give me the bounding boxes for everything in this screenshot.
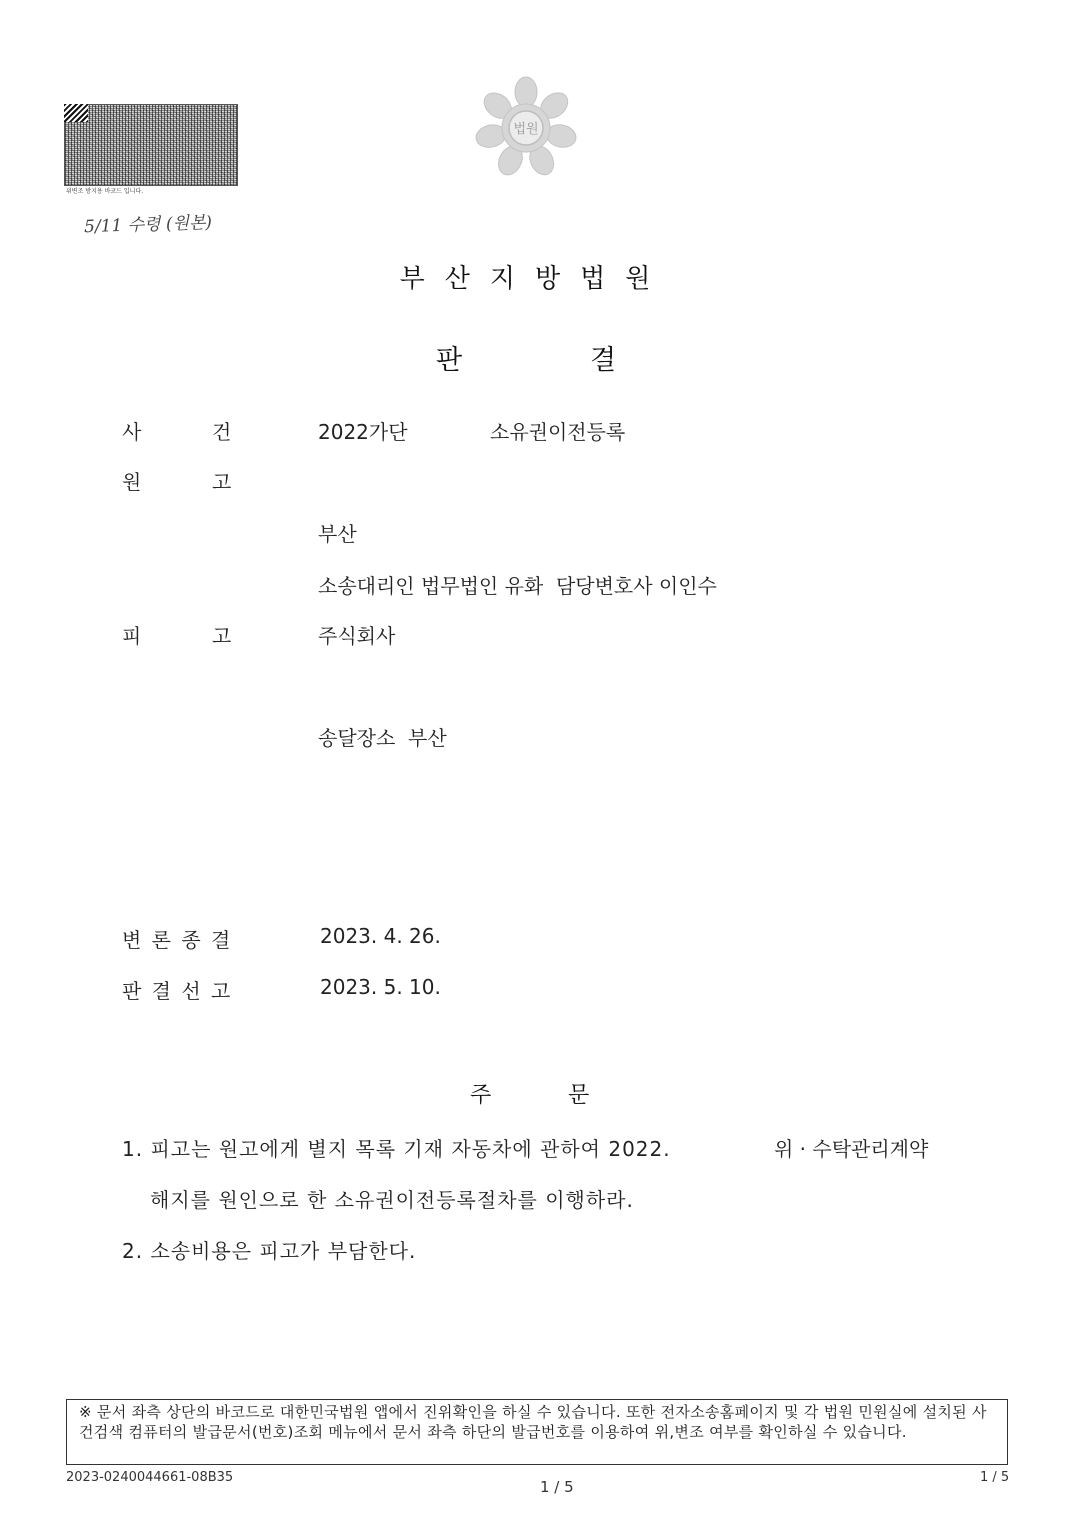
plaintiff-label-char-1: 원 (122, 470, 142, 494)
order-item-1-line-1-end: 위 · 수탁관리계약 (774, 1137, 929, 1161)
case-label-char-1: 사 (122, 420, 142, 444)
court-name: 부산지방법원 (399, 264, 671, 294)
handwritten-receipt-note: 5/11 수령 (원본) (83, 212, 213, 238)
order-heading-char-1: 주 (470, 1083, 492, 1108)
document-title-char-2: 결 (590, 345, 617, 376)
closing-label: 변 론 종 결 (122, 928, 233, 952)
closing-date: 2023. 4. 26. (320, 924, 441, 948)
defendant-label-char-2: 고 (212, 624, 232, 648)
verification-notice-box: ※ 문서 좌측 상단의 바코드로 대한민국법원 앱에서 진위확인을 하실 수 있습니다. 또한 전자소송홈페이지 및 각 법원 민원실에 설치된 사건검색 컴퓨터의 발급문서(번호)조회 메뉴에서 문서 좌측 하단의 발급번호를 이용하여 위,변조 여부를 확인하실 수 있습니다. (66, 1399, 1008, 1465)
case-number: 2022가단 (318, 420, 408, 444)
emblem-text: 법원 (513, 122, 539, 137)
order-item-1-line-2: 해지를 원인으로 한 소유권이전등록절차를 이행하라. (150, 1188, 634, 1212)
order-item-1-line-1: 1. 피고는 원고에게 별지 목록 기재 자동차에 관하여 2022. (122, 1137, 671, 1161)
order-heading-char-2: 문 (568, 1083, 590, 1108)
barcode-corner-mark (64, 104, 88, 122)
case-name: 소유권이전등록 (490, 420, 626, 444)
plaintiff-address: 부산 (318, 522, 357, 546)
judgment-label: 판 결 선 고 (122, 979, 233, 1003)
issue-number: 2023-0240044661-08B35 (66, 1470, 234, 1485)
case-label-char-2: 건 (212, 420, 232, 444)
page-number-right: 1 / 5 (980, 1470, 1010, 1485)
plaintiff-label-char-2: 고 (212, 470, 232, 494)
barcode-caption: 위변조 방지용 바코드 입니다. (66, 188, 144, 195)
judgment-date: 2023. 5. 10. (320, 975, 441, 999)
anti-forgery-barcode (64, 104, 238, 186)
court-emblem-icon (474, 76, 578, 180)
delivery-place: 송달장소 부산 (318, 726, 447, 750)
document-title-char-1: 판 (436, 345, 463, 376)
page-number-center: 1 / 5 (540, 1478, 574, 1496)
defendant-name: 주식회사 (318, 624, 396, 648)
plaintiff-counsel: 소송대리인 법무법인 유화 담당변호사 이인수 (318, 574, 717, 598)
order-item-2: 2. 소송비용은 피고가 부담한다. (122, 1239, 417, 1263)
defendant-label-char-1: 피 (122, 624, 142, 648)
